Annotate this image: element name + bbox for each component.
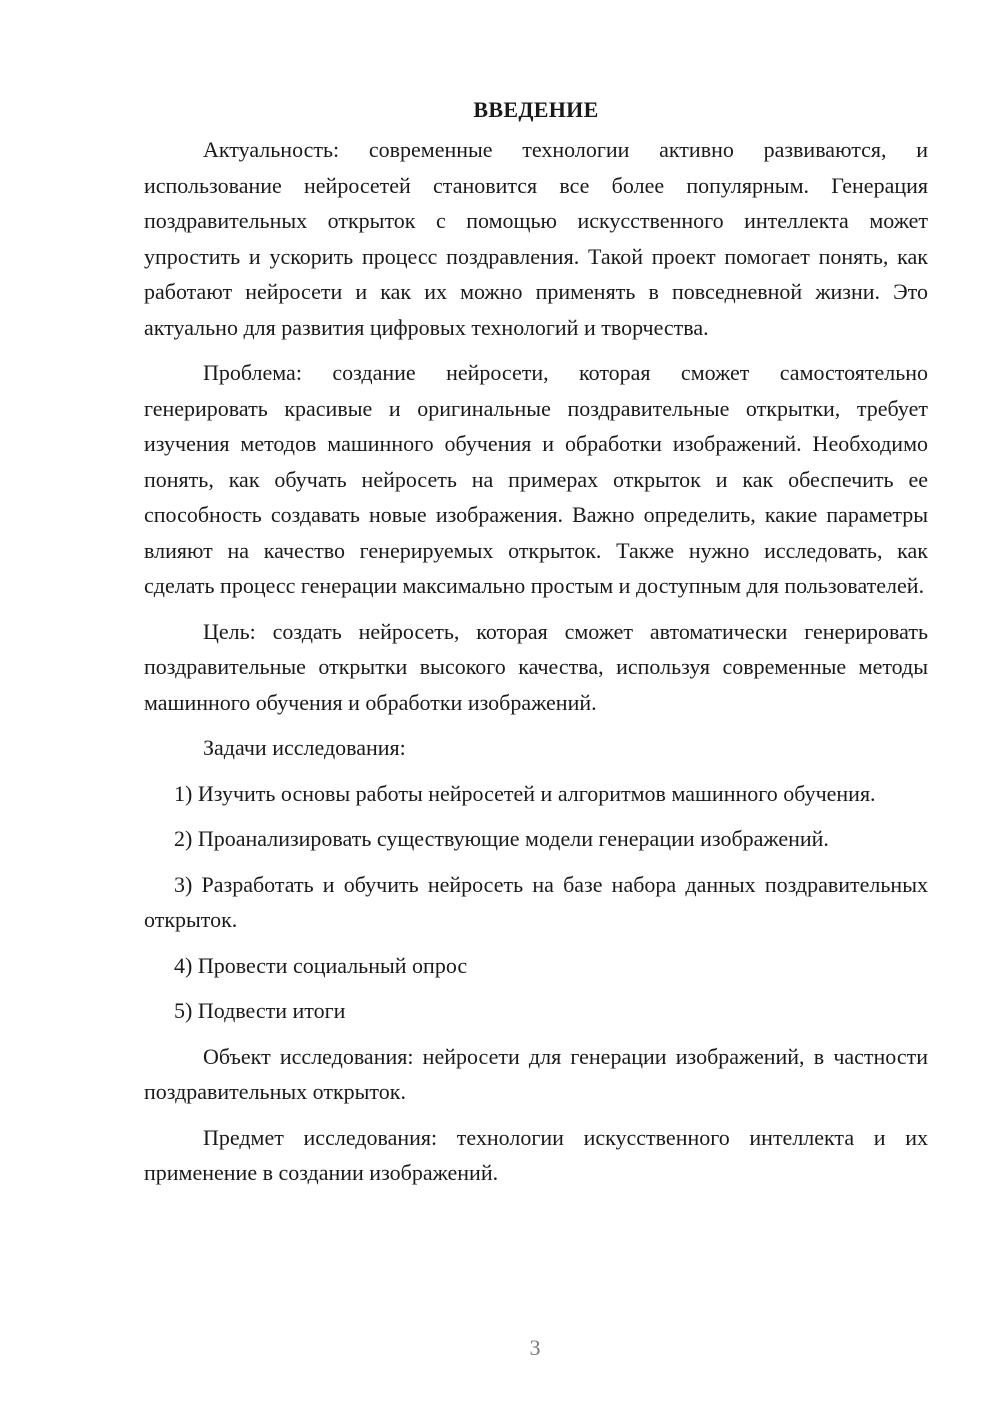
- goal-paragraph: Цель: создать нейросеть, которая сможет автоматически генерировать поздравительные открытки высокого качества, используя современные методы машинного обучения и обработки изображений.: [144, 618, 928, 715]
- document-page: [144, 92, 928, 1201]
- problem-paragraph: Проблема: создание нейросети, которая сможет самостоятельно генерировать красивые и оригинальные поздравительные открытки, требует изучения методов машинного обучения и обработки изображений. Необходимо понять, как обучать нейросеть на примерах открыток и как обеспечить ее способность создавать новые изображения. Важно определить, какие параметры влияют на качество генерируемых открыток. Также нужно исследовать, как сделать процесс генерации максимально простым и доступным для пользователей.: [144, 360, 928, 598]
- object-paragraph: Объект исследования: нейросети для генерации изображений, в частности поздравительных открыток.: [144, 1043, 928, 1104]
- task-item-1: 1) Изучить основы работы нейросетей и алгоритмов машинного обучения.: [174, 780, 876, 806]
- subject-paragraph: Предмет исследования: технологии искусственного интеллекта и их применение в создании изображений.: [144, 1124, 928, 1185]
- task-item-2: 2) Проанализировать существующие модели генерации изображений.: [174, 826, 829, 851]
- relevance-paragraph: Актуальность: современные технологии активно развиваются, и использование нейросетей становится все более популярным. Генерация поздравительных открыток с помощью искусственного интеллекта может упростить и ускорить процесс поздравления. Такой проект помогает понять, как работают нейросети и как их можно применять в повседневной жизни. Это актуально для развития цифровых технологий и творчества.: [144, 137, 928, 340]
- page-title: ВВЕДЕНИЕ: [473, 97, 599, 122]
- task-item-4: 4) Провести социальный опрос: [174, 952, 468, 978]
- task-item-5: 5) Подвести итоги: [174, 998, 346, 1023]
- page-number: 3: [529, 1335, 541, 1360]
- task-item-3: 3) Разработать и обучить нейросеть на базе набора данных поздравительных открыток.: [144, 871, 928, 932]
- tasks-heading: Задачи исследования:: [203, 735, 406, 760]
